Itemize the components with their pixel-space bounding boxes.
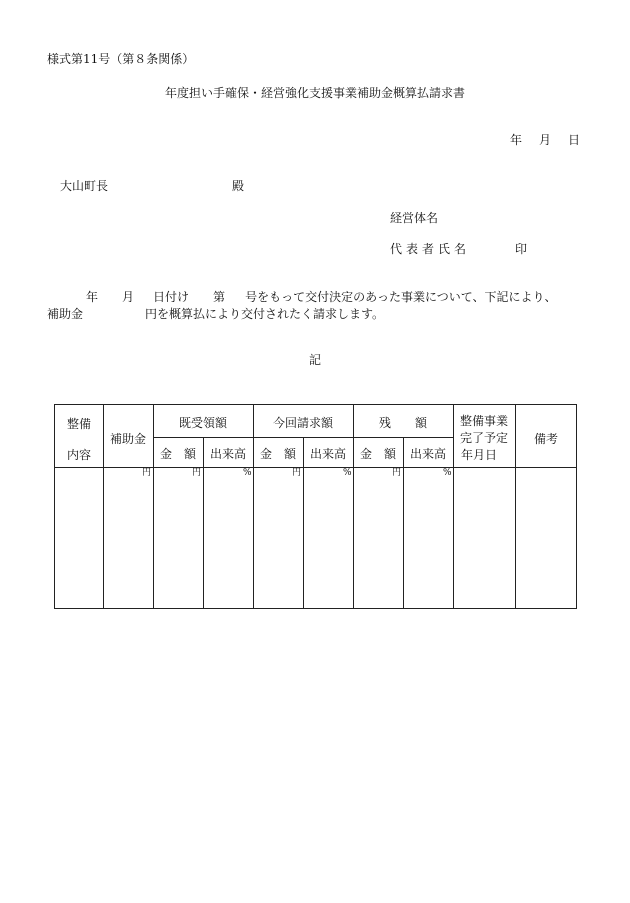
header-completion-2: 完了予定 (459, 431, 508, 445)
request-body-line-2 (47, 308, 384, 320)
unit-remaining-yen: 円 (392, 468, 402, 478)
unit-request-percent: % (343, 468, 352, 478)
body-dated: 日付け (153, 290, 190, 304)
date-day: 日 (568, 133, 581, 147)
header-received: 既受領額 (178, 416, 227, 430)
body-line1-rest: 号をもって交付決定のあった事業について、下記により、 (245, 290, 557, 304)
document-title: 年度担い手確保・経営強化支援事業補助金概算払請求書 (164, 86, 465, 100)
representative-name-label: 代表者氏名 (390, 242, 471, 256)
ki-label: 記 (308, 353, 321, 367)
header-subsidy: 補助金 (109, 432, 146, 446)
unit-received-yen: 円 (192, 468, 202, 478)
body-year: 年 (86, 290, 99, 304)
unit-remaining-percent: % (443, 468, 452, 478)
header-content-bottom: 内容 (66, 448, 91, 462)
addressee-name: 大山町長 (60, 179, 109, 193)
request-body-line-1 (86, 291, 556, 303)
header-request-amount: 金 額 (259, 447, 296, 461)
header-received-amount: 金 額 (159, 447, 196, 461)
addressee-honorific: 殿 (232, 179, 245, 193)
date-month: 月 (539, 133, 552, 147)
body-dai: 第 (213, 290, 226, 304)
body-line2-rest: 円を概算払により交付されたく請求します。 (145, 307, 385, 321)
header-remaining-progress: 出来高 (409, 447, 446, 461)
header-remaining: 残 額 (378, 416, 427, 430)
date-year: 年 (510, 133, 523, 147)
header-received-progress: 出来高 (209, 447, 246, 461)
body-subsidy: 補助金 (47, 307, 84, 321)
header-completion-1: 整備事業 (459, 414, 508, 428)
header-remaining-amount: 金 額 (359, 447, 396, 461)
body-month: 月 (122, 290, 135, 304)
header-this-request: 今回請求額 (272, 416, 333, 430)
seal-label: 印 (515, 242, 528, 256)
header-content-top: 整備 (66, 417, 91, 431)
entity-name-label: 経営体名 (390, 211, 439, 225)
header-completion-3: 年月日 (460, 448, 497, 462)
unit-subsidy-yen: 円 (142, 468, 152, 478)
unit-request-yen: 円 (292, 468, 302, 478)
form-number: 様式第11号（第８条関係） (47, 52, 195, 66)
unit-received-percent: % (243, 468, 252, 478)
header-remarks: 備考 (533, 432, 558, 446)
date-line (510, 134, 580, 146)
header-request-progress: 出来高 (309, 447, 346, 461)
